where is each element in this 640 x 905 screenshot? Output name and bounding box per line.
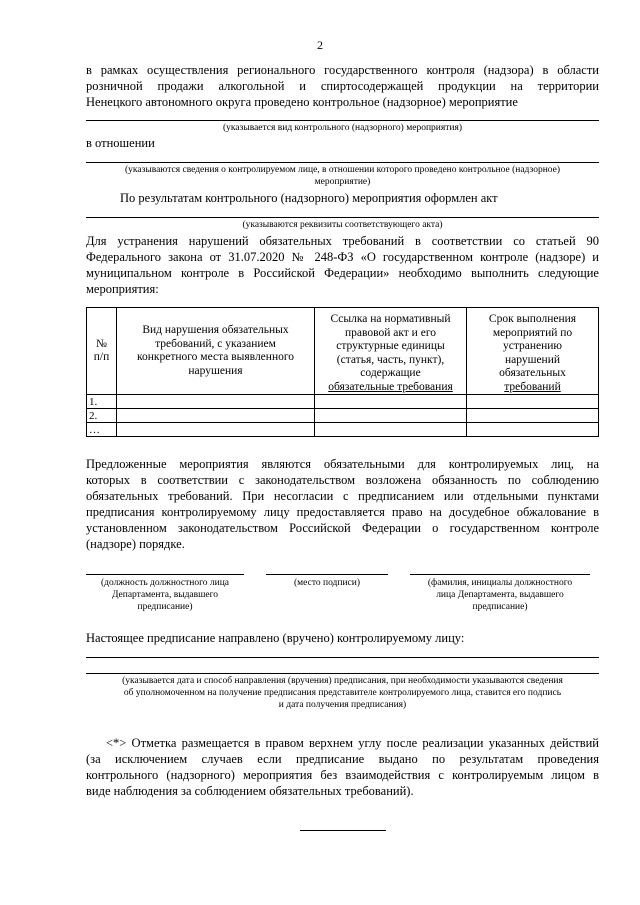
- mandatory-line: установленном законодательством Российской Федерации о государственном контроле: [86, 521, 599, 535]
- mandatory-line: обязательных требований. При несогласии с предписанием или отдельными пунктами: [86, 489, 599, 503]
- footnote-line: контрольного (надзорного) мероприятия без взаимодействия с контролируемым лицом в: [86, 768, 599, 782]
- sent-line-2: [86, 673, 599, 674]
- measures-intro: [86, 233, 599, 297]
- caption-line: (должность должностного лица: [100, 578, 230, 588]
- caption-line: и дата получения предписания): [278, 700, 407, 710]
- row-cell: [117, 409, 315, 423]
- caption-line: об уполномоченном на получение предписания представителе контролируемого лица, ставится его подпись: [123, 688, 562, 698]
- caption-line: (указываются сведения о контролируемом лице, в отношении которого проведено контрольное (надзорное): [124, 165, 561, 175]
- measures-table: [86, 307, 599, 437]
- measures-line: Для устранения нарушений обязательных требований в соответствии со статьей 90: [86, 234, 599, 248]
- act-caption: (указываются реквизиты соответствующего акта): [242, 220, 443, 230]
- table-row: [87, 395, 599, 409]
- header-violation: Вид нарушения обязательных требований, с указанием конкретного места выявленного нарушения: [117, 308, 315, 395]
- act-sentence: По результатам контрольного (надзорного) мероприятия оформлен акт: [120, 191, 498, 205]
- sent-caption: [86, 675, 599, 711]
- caption-line: предписание): [137, 602, 193, 612]
- event-type-line: [86, 120, 599, 121]
- signature-name-line: [410, 574, 590, 575]
- caption-line: мероприятие): [314, 177, 371, 187]
- intro-line: в рамках осуществления регионального государственного контроля (надзора) в области: [86, 63, 599, 77]
- header-number: [87, 308, 117, 395]
- caption-line: предписание): [472, 602, 528, 612]
- controlled-person-line: [86, 162, 599, 163]
- row-number: 2.: [87, 409, 117, 423]
- table-row: [87, 423, 599, 437]
- row-cell: [467, 409, 599, 423]
- event-type-caption: (указывается вид контрольного (надзорного) мероприятия): [222, 123, 463, 133]
- sent-sentence: Настоящее предписание направлено (вручено) контролируемому лицу:: [86, 631, 465, 645]
- header-reference-last: обязательные требования: [328, 380, 453, 393]
- caption-line: лица Департамента, выдавшего: [436, 590, 564, 600]
- row-number: …: [87, 423, 117, 437]
- header-deadline-text: Срок выполнения мероприятий по устранению нарушений обязательных: [488, 313, 577, 379]
- header-reference: [315, 308, 467, 395]
- intro-line: Ненецкого автономного округа проведено контрольное (надзорное) мероприятие: [86, 95, 518, 109]
- caption-line: (указывается дата и способ направления (вручения) предписания, при необходимости указываются сведения: [122, 676, 563, 686]
- footnote-line: <*> Отметка размещается в правом верхнем углу после реализации указанных действий: [106, 736, 599, 750]
- signature-position-line: [86, 574, 244, 575]
- table-header-row: [87, 308, 599, 395]
- act-line: [86, 217, 599, 218]
- mandatory-paragraph: [86, 456, 599, 552]
- row-number: 1.: [87, 395, 117, 409]
- row-cell: [315, 395, 467, 409]
- header-reference-text: Ссылка на нормативный правовой акт и его структурные единицы (статья, часть, пункт), содержащие: [330, 313, 451, 379]
- measures-line: мероприятия:: [86, 282, 159, 296]
- intro-line: розничной продажи алкогольной и спиртосодержащей продукции на территории: [86, 79, 599, 93]
- header-deadline-last: требований: [504, 380, 561, 393]
- row-cell: [315, 423, 467, 437]
- mandatory-line: предписания контролируемому лицу предоставляется право на досудебное обжалование в: [86, 505, 599, 519]
- footnote-line: виде наблюдения за соблюдением обязательных требований).: [86, 784, 414, 798]
- mandatory-line: (надзоре) порядке.: [86, 537, 185, 551]
- measures-line: Федерального закона от 31.07.2020 № 248-ФЗ «О государственном контроле (надзоре) и: [86, 250, 599, 264]
- footnote-line: (за исключением случаев если предписание выдано по результатам проведения: [86, 752, 599, 766]
- signature-place-caption: (место подписи): [293, 578, 361, 588]
- row-cell: [467, 423, 599, 437]
- caption-line: Департамента, выдавшего: [111, 590, 219, 600]
- table-row: [87, 409, 599, 423]
- header-number-l2: п/п: [93, 351, 110, 363]
- measures-line: муниципальном контроле в Российской Федерации» необходимо выполнить следующие: [86, 266, 599, 280]
- intro-paragraph: [86, 62, 599, 110]
- header-number-l1: №: [96, 337, 107, 350]
- sent-line: [86, 657, 599, 658]
- mandatory-line: Предложенные мероприятия являются обязательными для контролируемых лиц, на: [86, 457, 599, 471]
- header-deadline: [467, 308, 599, 395]
- row-cell: [315, 409, 467, 423]
- row-cell: [117, 423, 315, 437]
- row-cell: [467, 395, 599, 409]
- footnote-paragraph: [86, 735, 599, 799]
- controlled-person-caption: [86, 164, 599, 188]
- mandatory-line: которых в соответствии с законодательством возложена обязанность по соблюдению: [86, 473, 599, 487]
- signature-position-caption: [80, 577, 250, 613]
- caption-line: (фамилия, инициалы должностного: [427, 578, 573, 588]
- footer-divider: [300, 830, 386, 831]
- row-cell: [117, 395, 315, 409]
- page-number: 2: [317, 38, 323, 52]
- in-relation-label: в отношении: [86, 136, 155, 150]
- signature-name-caption: [405, 577, 595, 613]
- signature-place-line: [266, 574, 388, 575]
